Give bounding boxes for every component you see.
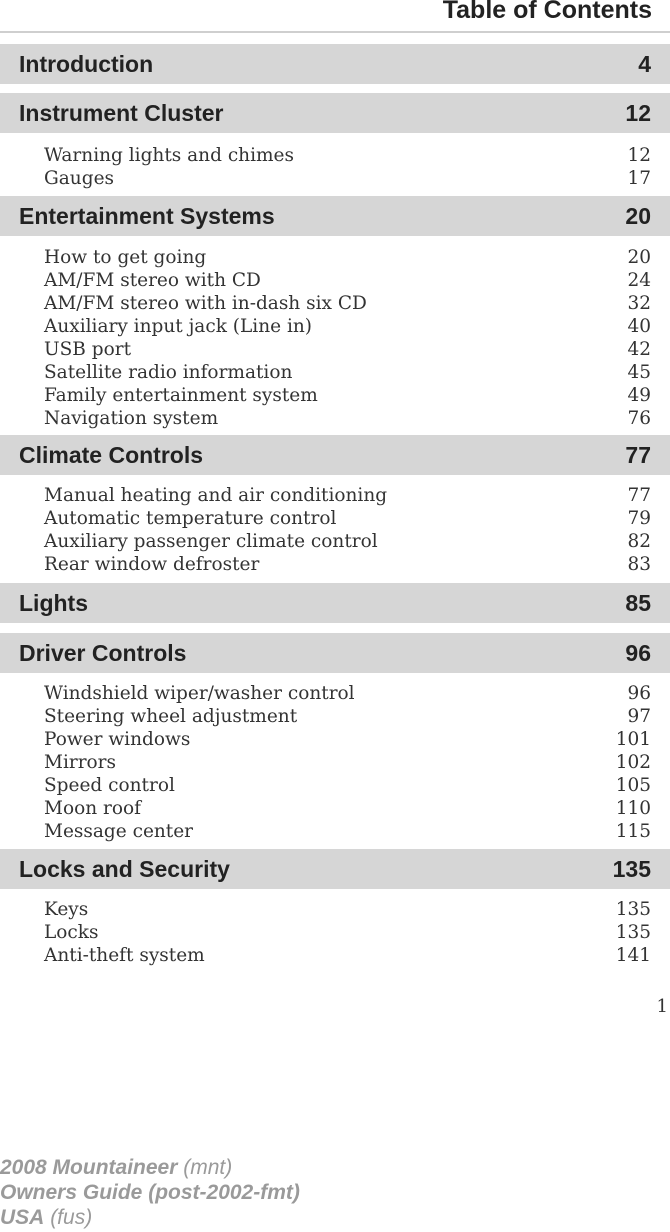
toc-entry[interactable] [0,145,670,168]
toc-entry[interactable] [0,729,670,752]
footer-guide: Owners Guide (post-2002-fmt) [0,1181,300,1204]
entry-title: USB port [44,339,131,360]
section-page: 12 [625,100,651,126]
toc-entry[interactable] [0,531,670,554]
entry-page: 79 [627,508,651,529]
section-page: 20 [625,203,651,229]
toc-entry[interactable] [0,798,670,821]
entry-title: Rear window defroster [44,554,260,575]
entry-title: Satellite radio information [44,362,293,383]
toc-section-locks-and-security[interactable] [0,849,670,889]
footer-model-code: (mnt) [183,1156,233,1179]
entry-page: 115 [615,821,651,842]
entry-page: 40 [627,316,651,337]
entry-title: AM/FM stereo with in-dash six CD [44,293,367,314]
section-title: Instrument Cluster [19,100,224,126]
entry-page: 32 [627,293,651,314]
entry-page: 12 [627,145,651,166]
entry-page: 135 [615,922,651,943]
entry-page: 110 [615,798,651,819]
footer-line-1 [0,1155,300,1180]
section-title: Introduction [19,51,154,77]
entry-title: Locks [44,922,99,943]
section-page: 96 [625,640,651,666]
section-title: Lights [19,590,88,616]
entry-title: Steering wheel adjustment [44,706,298,727]
toc-entry[interactable] [0,485,670,508]
footer-line-2 [0,1180,300,1205]
toc-entry[interactable] [0,247,670,270]
page-title: Table of Contents [442,0,652,24]
entry-title: Gauges [44,168,115,189]
entry-title: Mirrors [44,752,117,773]
section-page: 135 [612,856,651,882]
toc-entry[interactable] [0,408,670,431]
entry-page: 76 [627,408,651,429]
entry-title: Auxiliary passenger climate control [44,531,378,552]
entry-page: 24 [627,270,651,291]
section-page: 77 [625,442,651,468]
toc-entry[interactable] [0,362,670,385]
entry-title: Automatic temperature control [44,508,337,529]
entry-title: Family entertainment system [44,385,318,406]
entry-page: 49 [627,385,651,406]
entry-page: 141 [615,945,651,966]
entry-page: 42 [627,339,651,360]
toc-entry[interactable] [0,945,670,968]
section-page: 4 [638,51,651,77]
toc-entry[interactable] [0,316,670,339]
toc-entry[interactable] [0,899,670,922]
toc-entry[interactable] [0,508,670,531]
footer-region-code: (fus) [50,1206,93,1229]
entry-title: Auxiliary input jack (Line in) [44,316,312,337]
entry-title: Anti-theft system [44,945,205,966]
entry-page: 135 [615,899,651,920]
entry-title: Moon roof [44,798,141,819]
entry-page: 82 [627,531,651,552]
toc-entry[interactable] [0,821,670,844]
entry-page: 101 [615,729,651,750]
entry-title: Windshield wiper/washer control [44,683,355,704]
footer-line-3 [0,1205,300,1230]
page-number: 1 [656,996,668,1017]
entry-title: Speed control [44,775,175,796]
toc-entry[interactable] [0,385,670,408]
toc-entry[interactable] [0,683,670,706]
section-title: Driver Controls [19,640,187,666]
entry-page: 45 [627,362,651,383]
section-title: Locks and Security [19,856,230,882]
entry-title: Message center [44,821,194,842]
entry-page: 77 [627,485,651,506]
toc-entry[interactable] [0,706,670,729]
toc-entry[interactable] [0,339,670,362]
entry-title: Keys [44,899,89,920]
toc-section-introduction[interactable] [0,44,670,84]
toc-entry[interactable] [0,293,670,316]
entry-page: 20 [627,247,651,268]
entry-title: Navigation system [44,408,219,429]
toc-section-climate-controls[interactable] [0,435,670,475]
entry-page: 17 [627,168,651,189]
entry-title: Manual heating and air conditioning [44,485,388,506]
document-footer [0,1155,300,1230]
entry-page: 97 [627,706,651,727]
toc-entry[interactable] [0,168,670,191]
toc-entry[interactable] [0,554,670,577]
footer-region: USA [0,1206,45,1229]
section-title: Climate Controls [19,442,204,468]
entry-page: 105 [615,775,651,796]
toc-section-entertainment-systems[interactable] [0,196,670,236]
toc-entry[interactable] [0,775,670,798]
entry-title: How to get going [44,247,207,268]
toc-entry[interactable] [0,270,670,293]
entry-page: 83 [627,554,651,575]
entry-title: Warning lights and chimes [44,145,294,166]
entry-page: 102 [615,752,651,773]
header-divider [0,31,670,33]
entry-title: Power windows [44,729,191,750]
footer-model: 2008 Mountaineer [0,1156,178,1179]
toc-section-driver-controls[interactable] [0,633,670,673]
entry-page: 96 [627,683,651,704]
toc-entry[interactable] [0,752,670,775]
entry-title: AM/FM stereo with CD [44,270,261,291]
section-title: Entertainment Systems [19,203,275,229]
toc-section-lights[interactable] [0,583,670,623]
toc-section-instrument-cluster[interactable] [0,93,670,133]
toc-entry[interactable] [0,922,670,945]
section-page: 85 [625,590,651,616]
